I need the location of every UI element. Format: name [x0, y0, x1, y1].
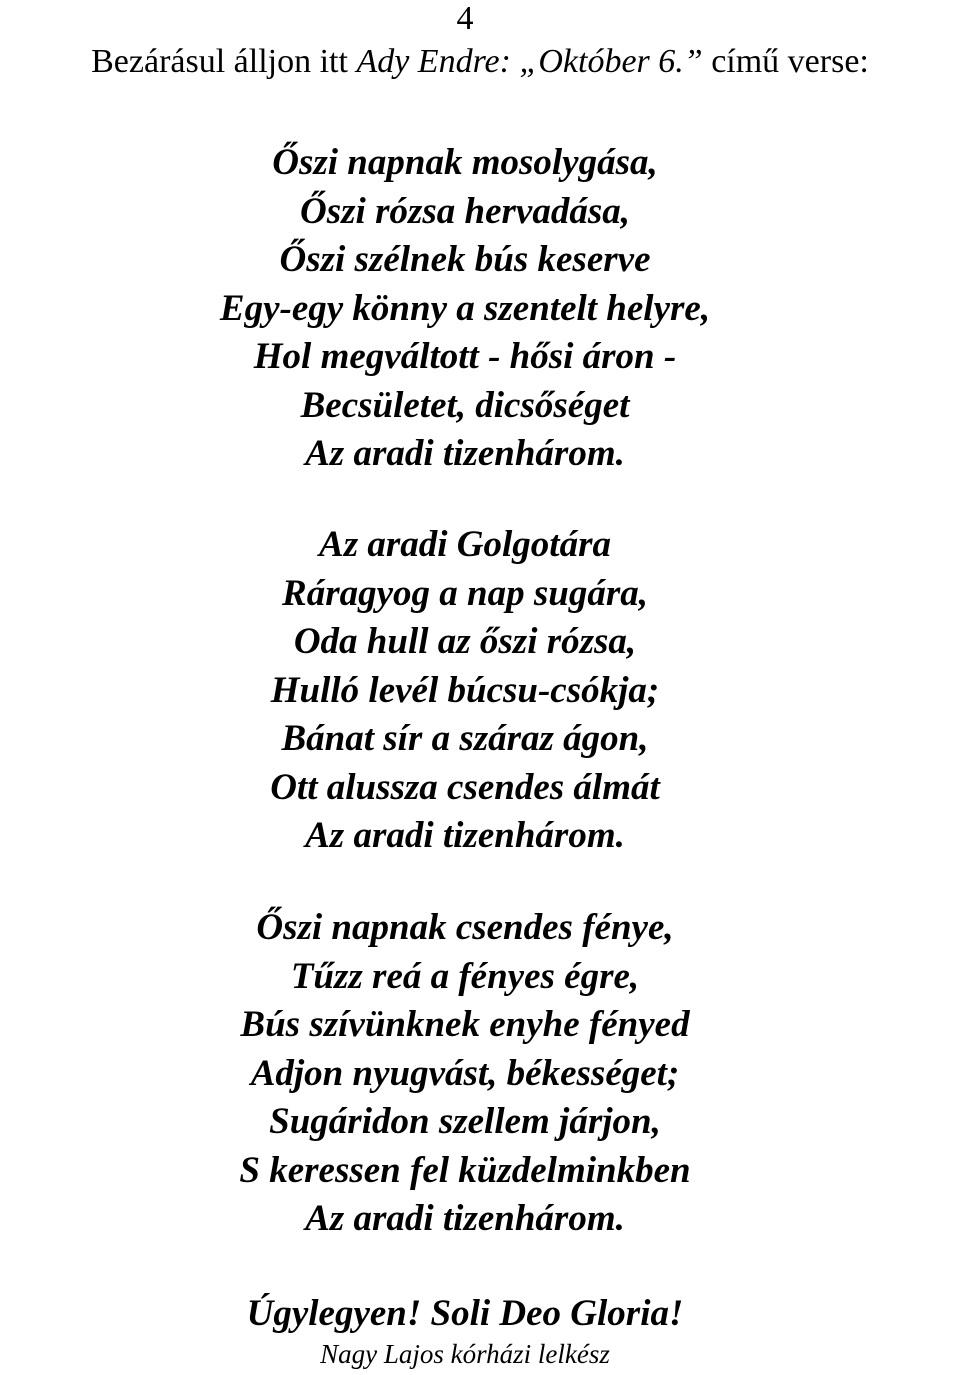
poem-line: Tűzz reá a fényes égre, [290, 955, 640, 997]
poem-line: Az aradi tizenhárom. [305, 1198, 625, 1239]
poem-line: Őszi rózsa hervadása, [300, 190, 630, 232]
stanza-2 [0, 521, 930, 861]
poem-line: Az aradi tizenhárom. [305, 815, 625, 856]
poem-line: Ott alussza csendes álmát [270, 766, 660, 808]
poem-line: Őszi szélnek bús keserve [279, 239, 651, 280]
poem-line: Ráragyog a nap sugára, [282, 572, 648, 614]
poem-line: Az aradi Golgotára [319, 524, 611, 565]
page-number: 4 [456, 0, 474, 37]
poem-line: Hulló levél búcsu-csókja; [270, 669, 660, 711]
intro-line [0, 40, 960, 84]
poem-line: Őszi napnak csendes fénye, [256, 907, 674, 948]
poem-line: Adjon nyugvást, békességet; [250, 1052, 680, 1094]
stanza-1 [0, 139, 930, 479]
poem-line: Hol megváltott - hősi áron - [253, 336, 677, 377]
poem-line: Oda hull az őszi rózsa, [293, 621, 637, 662]
signature: Nagy Lajos kórházi lelkész [320, 1339, 610, 1369]
poem-line: Az aradi tizenhárom. [305, 433, 625, 474]
poem-title: Ady Endre: „Október 6.” [356, 43, 703, 80]
stanza-3 [0, 904, 930, 1244]
poem-line: Őszi napnak mosolygása, [272, 142, 658, 183]
intro-suffix: című verse: [702, 43, 869, 80]
poem-line: S keressen fel küzdelminkben [239, 1149, 691, 1191]
poem-line: Bánat sír a száraz ágon, [281, 718, 649, 759]
poem-line: Sugáridon szellem járjon, [269, 1101, 661, 1142]
intro-prefix: Bezárásul álljon itt [91, 43, 357, 80]
poem-line: Egy-egy könny a szentelt helyre, [219, 287, 711, 329]
blessing: Úgylegyen! Soli Deo Gloria! [246, 1293, 684, 1334]
poem-line: Bús szívünknek enyhe fényed [240, 1004, 690, 1045]
poem-line: Becsületet, dicsőséget [300, 384, 630, 426]
